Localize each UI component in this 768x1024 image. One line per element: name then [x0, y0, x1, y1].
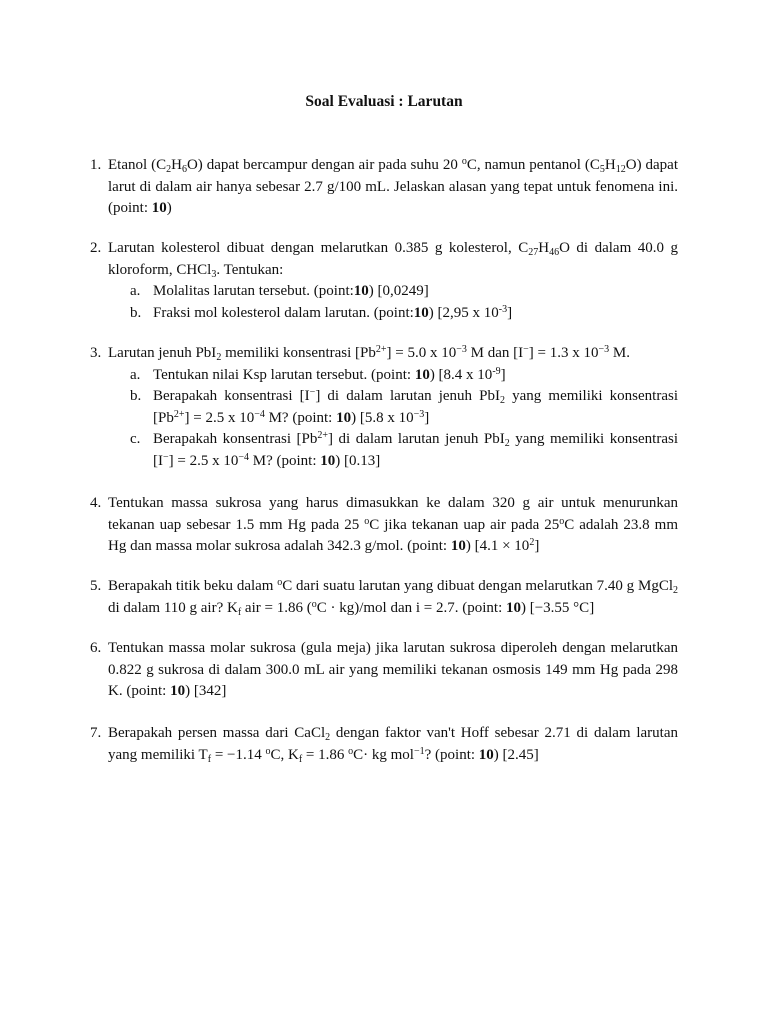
points-value: 10 — [353, 283, 369, 299]
points-value: 10 — [478, 746, 494, 763]
subquestion-text: Berapakah konsentrasi $[Pb^{2+}]$ di dalam larutan jenuh PbI$_2$ yang memiliki konsentrasi [I−] = 2.5 x $10^{-4}$ M? (point: 10) [0.13] — [153, 430, 679, 469]
question-number: 5. — [90, 578, 102, 594]
subquestion-letter: a. — [130, 366, 141, 383]
points-value: 10 — [413, 304, 429, 321]
subquestion-3c — [130, 429, 678, 472]
question-number: 4. — [90, 495, 102, 511]
subquestion-2a — [130, 281, 678, 303]
question-text: Berapakah titik beku dalam $^o$C dari suatu larutan yang dibuat dengan melarutkan 7.40 g MgCl$_2$ di dalam 110 g air? $K_f$ air = 1.86 ($^o$C · kg)/mol dan i = 2.7. (point: 10) [−3.55 °C] — [108, 577, 678, 618]
subquestion-text: Berapakah konsentrasi [I−] di dalam larutan jenuh PbI$_2$ yang memiliki konsentrasi $[Pb^{2+}] = 2.5$ x $10^{-4}$ M? (point: 10) [5.8 x $10^{-3}$] — [153, 387, 678, 426]
question-2 — [90, 238, 678, 324]
subquestion-text: Tentukan nilai Ksp larutan tersebut. (point: 10) [8.4 x $10^{-9}$] — [153, 365, 506, 383]
subquestion-letter: b. — [130, 304, 142, 321]
question-text: Larutan jenuh PbI$_2$ memiliki konsentrasi $[Pb^{2+}] = 5.0$ x $10^{-3}$ M dan [I−] = 1.3 x $10^{-3}$ M. — [108, 344, 630, 363]
points-value: 10 — [450, 538, 466, 554]
question-number: 6. — [90, 640, 102, 656]
question-text: Larutan kolesterol dibuat dengan melarutkan 0.385 g kolesterol, $C_{27}H_{46}O$ di dalam 40.0 g kloroform, CHCl$_3$. Tentukan: — [108, 240, 678, 280]
question-7 — [90, 723, 678, 766]
question-number: 2. — [90, 240, 102, 256]
points-value: 10 — [336, 409, 352, 426]
points-value: 10 — [170, 683, 186, 699]
points-value: 10 — [320, 452, 336, 469]
subquestion-2b — [130, 303, 678, 325]
points-value: 10 — [414, 366, 430, 383]
question-1 — [90, 155, 678, 220]
question-6 — [90, 638, 678, 703]
question-number: 7. — [90, 725, 102, 741]
subquestion-letter: c. — [130, 431, 141, 447]
question-number: 3. — [90, 345, 102, 361]
question-text: Tentukan massa sukrosa yang harus dimasukkan ke dalam 320 g air untuk menurunkan tekanan uap sebesar 1.5 mm Hg pada 25 $^o$C jika tekanan uap air pada 25$^o$C adalah 23.8 mm Hg dan massa molar sukrosa adalah 342.3 g/mol. (point: 10) $[4.1 \times 10^2]$ — [108, 495, 678, 554]
subquestion-text: Fraksi mol kolesterol dalam larutan. (point:10) [2,95 x $10^{-3}$] — [153, 303, 513, 321]
subquestion-text: Molalitas larutan tersebut. (point:10) [0,0249] — [153, 283, 429, 299]
points-value: 10 — [505, 599, 521, 616]
subquestion-3b — [130, 386, 678, 429]
page-title: Soal Evaluasi : Larutan — [305, 93, 463, 110]
points-value: 10 — [151, 200, 167, 216]
question-text: Berapakah persen massa dari CaCl$_2$ dengan faktor van't Hoff sebesar 2.71 di dalam larutan yang memiliki $T_f = -1.14$ $^o$C, $K_f = 1.86$ $^o$C· kg mol$^{-1}$? (point: 10) [2.45] — [108, 725, 678, 765]
question-number: 1. — [90, 157, 102, 173]
subquestion-letter: b. — [130, 388, 142, 404]
subquestion-3a — [130, 365, 678, 387]
question-3 — [90, 343, 678, 472]
question-4 — [90, 493, 678, 558]
subquestion-letter: a. — [130, 283, 141, 299]
question-text: Etanol $(C_2H_6O)$ dapat bercampur dengan air pada suhu 20 $^o$C, namun pentanol $(C_5H_{12}O)$ dapat larut di dalam air hanya sebesar 2.7 g/100 mL. Jelaskan alasan yang tepat untuk fenomena ini. (point: 10) — [108, 156, 679, 216]
question-5 — [90, 576, 678, 619]
question-text: Tentukan massa molar sukrosa (gula meja) jika larutan sukrosa diperoleh dengan melarutkan 0.822 g sukrosa di dalam 300.0 mL air yang memiliki tekanan osmosis 149 mm Hg pada 298 K. (point: 10) [342] — [108, 640, 678, 699]
